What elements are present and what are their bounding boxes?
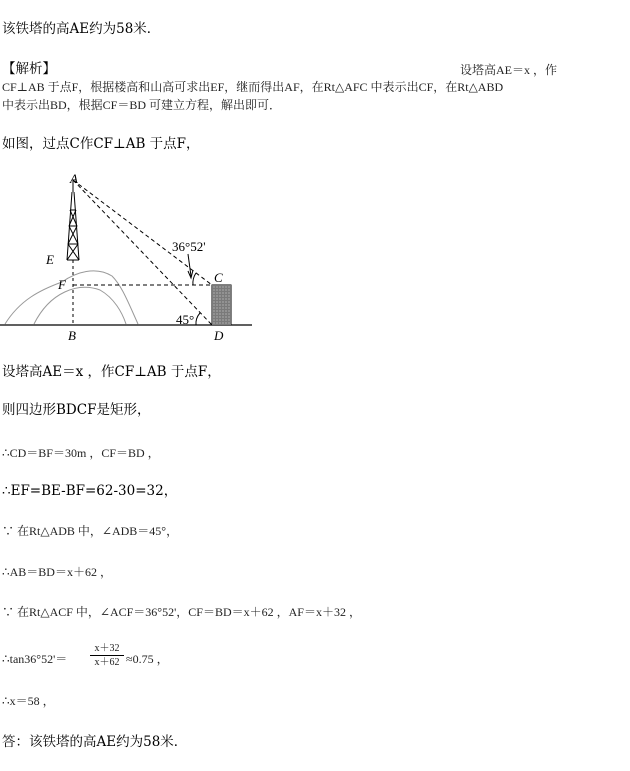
step-6: ∴AB＝BD＝x＋62 ， [2, 565, 112, 579]
label-D: D [214, 328, 224, 342]
step-2: 则四边形BDCF是矩形， [2, 402, 151, 418]
solution-intro: 如图，过点C作CF⊥AB 于点F， [2, 136, 200, 152]
answer-top: 该铁塔的高AE约为58米． [2, 21, 161, 37]
step-1: 设塔高AE＝x ，作CF⊥AB 于点F， [2, 364, 221, 380]
fraction-denominator: x＋62 [94, 657, 120, 668]
analysis-line-2: CF⊥AB 于点F，根据楼高和山高可求出EF，继而得出AF，在Rt△AFC 中表示出CF，在Rt△ABD [2, 80, 504, 94]
angle-label-bottom: 45° [176, 312, 195, 327]
fraction-numerator: x＋32 [90, 642, 124, 656]
step-9: ∴x＝58 ， [2, 694, 55, 708]
step-8-prefix: ∴tan36°52'＝ [2, 652, 68, 666]
step-7: ∵ 在Rt△ACF 中，∠ACF＝36°52'，CF＝BD＝x＋62 ，AF＝x＋32 ， [2, 605, 361, 619]
step-8-suffix: ≈0.75 ， [126, 652, 169, 666]
final-answer: 答：该铁塔的高AE约为58米． [2, 734, 188, 750]
label-A: A [70, 172, 78, 186]
tower-icon [67, 180, 79, 260]
analysis-line-3: 中表示出BD，根据CF＝BD 可建立方程，解出即可． [2, 98, 282, 112]
label-C: C [214, 270, 223, 285]
angle-label-top: 36°52' [172, 239, 206, 254]
step-3: ∴CD＝BF＝30m ，CF＝BD ， [2, 446, 160, 460]
analysis-tag: 【解析】 [2, 61, 56, 77]
step-5: ∵ 在Rt△ADB 中，∠ADB＝45°， [2, 524, 179, 538]
analysis-intro: 设塔高AE＝x ，作 [460, 63, 557, 77]
label-E: E [46, 252, 54, 267]
label-F: F [58, 277, 66, 292]
label-B: B [68, 328, 76, 342]
fraction [90, 642, 124, 669]
step-4: ∴EF=BE-BF=62-30=32， [2, 483, 178, 499]
geometry-figure [0, 172, 260, 342]
